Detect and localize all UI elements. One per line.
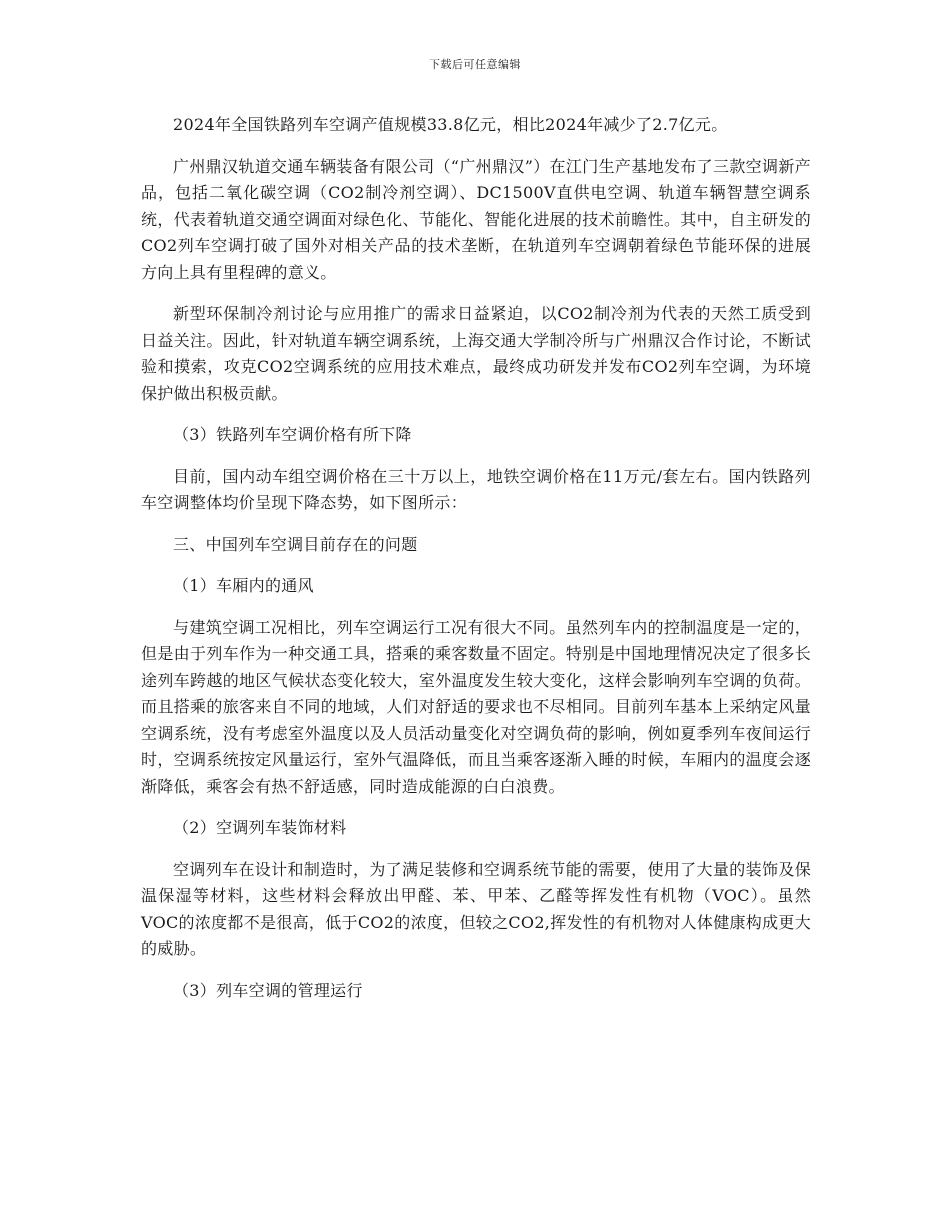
page-header: 下载后可任意编辑 [429, 58, 521, 71]
paragraph-output-value: 2024年全国铁路列车空调产值规模33.8亿元，相比2024年减少了2.7亿元。 [173, 115, 728, 134]
paragraph-price-info: 目前，国内动车组空调价格在三十万以上，地铁空调价格在11万元/套左右。国内铁路列车空调整体均价呈现下降态势，如下图所示： [141, 466, 811, 512]
paragraph-dinghan-products: 广州鼎汉轨道交通车辆装备有限公司（“广州鼎汉”）在江门生产基地发布了三款空调新产品，包括二氧化碳空调（CO2制冷剂空调）、DC1500V直供电空调、轨道车辆智慧空调系统，代表着轨道交通空调面对绿色化、节能化、智能化进展的技术前瞻性。其中，自主研发的CO2列车空调打破了国外对相关产品的技术垄断，在轨道列车空调朝着绿色节能环保的进展方向上具有里程碑的意义。 [141, 156, 811, 282]
section-heading-ventilation: （1）车厢内的通风 [173, 576, 314, 595]
section-heading-management: （3）列车空调的管理运行 [173, 980, 363, 1000]
section-heading-price-decline: （3）铁路列车空调价格有所下降 [173, 425, 412, 444]
document-body [141, 112, 811, 1019]
paragraph-materials: 空调列车在设计和制造时，为了满足装修和空调系统节能的需要，使用了大量的装饰及保温保湿等材料，这些材料会释放出甲醛、苯、甲苯、乙醛等挥发性有机物（VOC）。虽然VOC的浓度都不是很高，低于CO2的浓度，但较之CO2,挥发性的有机物对人体健康构成更大的威胁。 [141, 859, 811, 958]
paragraph-co2-refrigerant: 新型环保制冷剂讨论与应用推广的需求日益紧迫，以CO2制冷剂为代表的天然工质受到日益关注。因此，针对轨道车辆空调系统，上海交通大学制冷所与广州鼎汉合作讨论，不断试验和摸索，攻克CO2空调系统的应用技术难点，最终成功研发并发布CO2列车空调，为环境保护做出积极贡献。 [141, 304, 811, 403]
paragraph-ventilation: 与建筑空调工况相比，列车空调运行工况有很大不同。虽然列车内的控制温度是一定的，但是由于列车作为一种交通工具，搭乘的乘客数量不固定。特别是中国地理情况决定了很多长途列车跨越的地区气候状态变化较大，室外温度发生较大变化，这样会影响列车空调的负荷。而且搭乘的旅客来自不同的地域，人们对舒适的要求也不尽相同。目前列车基本上采纳定风量空调系统，没有考虑室外温度以及人员活动量变化对空调负荷的影响，例如夏季列车夜间运行时，空调系统按定风量运行，室外气温降低，而且当乘客逐渐入睡的时候，车厢内的温度会逐渐降低，乘客会有热不舒适感，同时造成能源的白白浪费。 [141, 617, 811, 796]
section-heading-materials: （2）空调列车装饰材料 [173, 818, 347, 837]
chapter-heading-problems: 三、中国列车空调目前存在的问题 [173, 534, 418, 554]
